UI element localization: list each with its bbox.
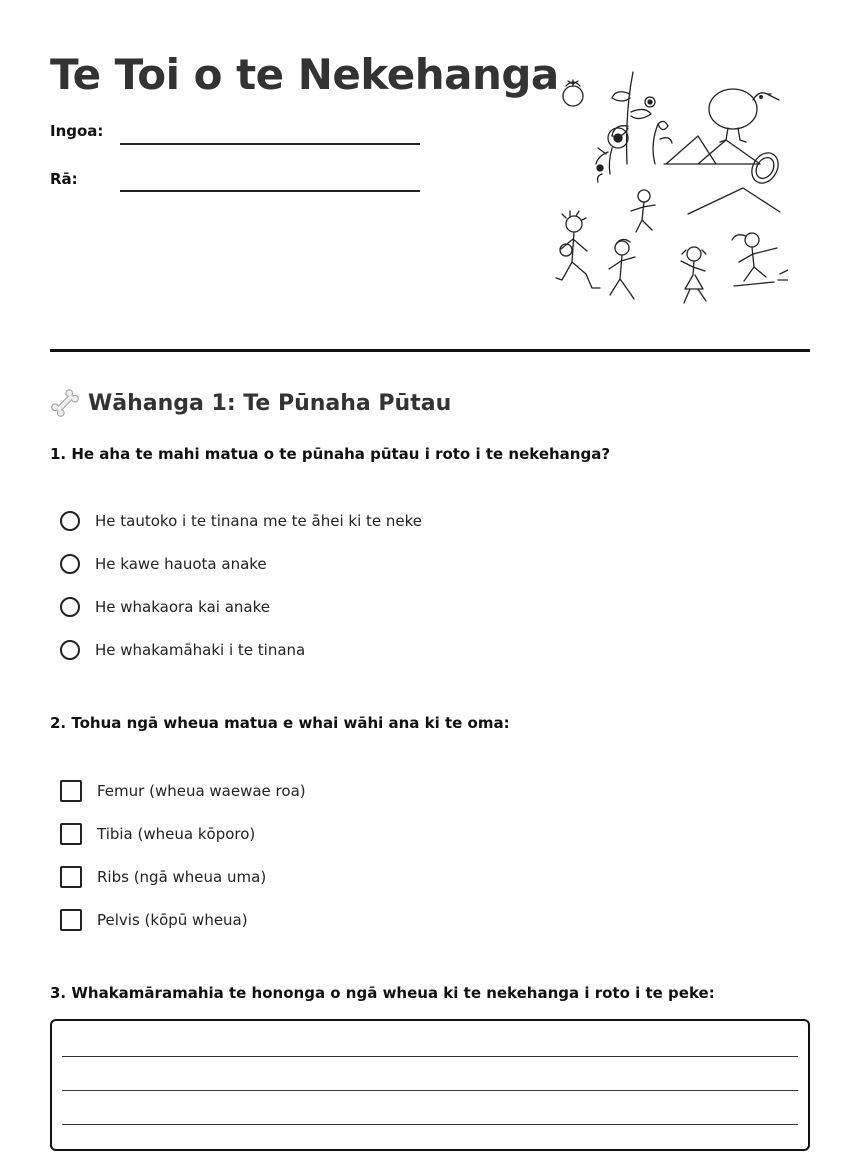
name-line[interactable] — [120, 143, 420, 145]
section-title: Wāhanga 1: Te Pūnaha Pūtau — [88, 390, 452, 416]
option-label: He kawe hauota anake — [95, 555, 267, 573]
section-1-header — [50, 388, 451, 418]
q2-option-1[interactable] — [60, 780, 306, 802]
answer-line — [62, 1124, 798, 1125]
question-3: 3. Whakamāramahia te hononga o ngā wheua ki te nekehanga i roto i te peke: — [50, 984, 715, 1002]
q1-option-2[interactable] — [60, 554, 267, 574]
bone-icon — [50, 388, 80, 418]
q2-option-3[interactable] — [60, 866, 266, 888]
option-label: Ribs (ngā wheua uma) — [97, 868, 267, 886]
option-label: He whakamāhaki i te tinana — [95, 641, 306, 659]
date-label: Rā: — [50, 170, 78, 188]
worksheet-illustration — [548, 64, 788, 312]
q1-option-3[interactable] — [60, 597, 270, 617]
flower-vine-icon — [596, 72, 672, 182]
name-label: Ingoa: — [50, 122, 104, 140]
q2-option-2[interactable] — [60, 823, 255, 845]
child-runner-1-icon — [556, 211, 600, 288]
radio-button[interactable] — [60, 640, 80, 660]
radio-button[interactable] — [60, 511, 80, 531]
option-label: Tibia (wheua kōporo) — [97, 825, 256, 843]
question-1: 1. He aha te mahi matua o te pūnaha pūtau i roto i te nekehanga? — [50, 445, 611, 463]
answer-box[interactable] — [50, 1019, 810, 1151]
header-divider — [50, 349, 810, 352]
checkbox[interactable] — [60, 909, 82, 931]
radio-button[interactable] — [60, 597, 80, 617]
option-label: Femur (wheua waewae roa) — [97, 782, 306, 800]
option-label: Pelvis (kōpū wheua) — [97, 911, 248, 929]
date-line[interactable] — [120, 190, 420, 192]
mountains-icon — [664, 136, 780, 214]
question-2: 2. Tohua ngā wheua matua e whai wāhi ana ki te oma: — [50, 714, 510, 732]
drum-icon — [747, 148, 784, 188]
checkbox[interactable] — [60, 780, 82, 802]
child-runner-2-icon — [631, 190, 655, 232]
option-label: He tautoko i te tinana me te āhei ki te neke — [95, 512, 423, 530]
option-label: He whakaora kai anake — [95, 598, 270, 616]
answer-line — [62, 1090, 798, 1091]
worksheet-title: Te Toi o te Nekehanga — [50, 50, 559, 99]
radio-button[interactable] — [60, 554, 80, 574]
checkbox[interactable] — [60, 866, 82, 888]
child-runner-5-icon — [732, 233, 788, 286]
child-runner-3-icon — [609, 239, 635, 299]
kiwi-icon — [709, 89, 779, 142]
child-runner-4-icon — [681, 247, 706, 303]
q2-option-4[interactable] — [60, 909, 248, 931]
fruit-icon — [563, 80, 583, 106]
q1-option-1[interactable] — [60, 511, 422, 531]
answer-line — [62, 1056, 798, 1057]
checkbox[interactable] — [60, 823, 82, 845]
q1-option-4[interactable] — [60, 640, 305, 660]
